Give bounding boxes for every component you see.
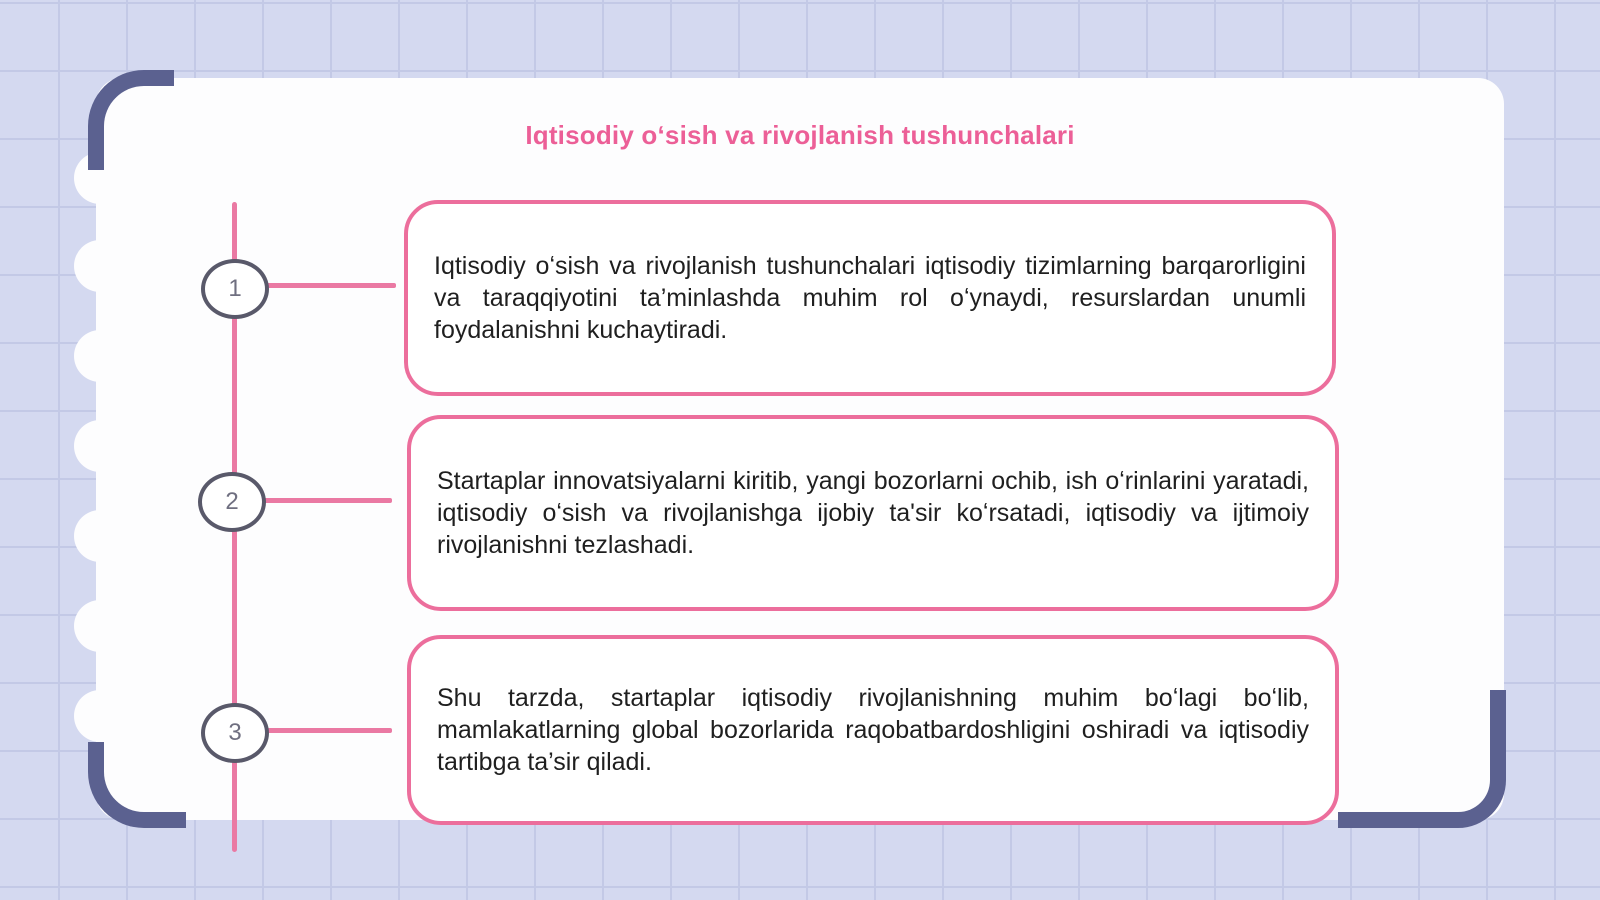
timeline-connector <box>264 728 392 733</box>
corner-bracket-bottom-right <box>1338 690 1506 828</box>
timeline-node-number: 1 <box>228 275 242 302</box>
timeline-card-text: Iqtisodiy oʻsish va rivojlanish tushunchalari iqtisodiy tizimlarning barqarorligini va taraqqiyotini ta’minlashda muhim rol oʻynaydi, resurslardan unumli foydalanishni kuchaytiradi. <box>434 252 1306 344</box>
notebook-scallop <box>74 240 126 292</box>
timeline-card-1 <box>404 200 1336 396</box>
timeline-node-1 <box>201 259 269 319</box>
timeline-node-number: 2 <box>225 488 239 515</box>
slide-title: Iqtisodiy oʻsish va rivojlanish tushunchalari <box>525 120 1075 150</box>
notebook-scallop <box>74 330 126 382</box>
notebook-scallop <box>74 420 126 472</box>
timeline-card-text: Startaplar innovatsiyalarni kiritib, yangi bozorlarni ochib, ish oʻrinlarini yaratadi, iqtisodiy oʻsish va rivojlanishga ijobiy ta'sir koʻrsatadi, iqtisodiy va ijtimoiy rivojlanishni tezlashadi. <box>437 467 1309 559</box>
timeline-card-3 <box>407 635 1339 825</box>
corner-bracket-top-left <box>88 70 174 170</box>
timeline-connector <box>260 498 392 503</box>
notebook-scallop <box>74 600 126 652</box>
timeline-card-text: Shu tarzda, startaplar iqtisodiy rivojlanishning muhim boʻlagi boʻlib, mamlakatlarning global bozorlarida raqobatbardoshligini oshiradi va iqtisodiy tartibga ta’sir qiladi. <box>437 684 1309 776</box>
timeline-card-2 <box>407 415 1339 611</box>
timeline-node-number: 3 <box>228 719 242 746</box>
corner-bracket-bottom-left <box>88 742 186 828</box>
timeline-node-3 <box>201 703 269 763</box>
timeline-connector <box>264 283 396 288</box>
timeline-node-2 <box>198 472 266 532</box>
notebook-scallop <box>74 510 126 562</box>
notebook-scallop <box>74 690 126 742</box>
